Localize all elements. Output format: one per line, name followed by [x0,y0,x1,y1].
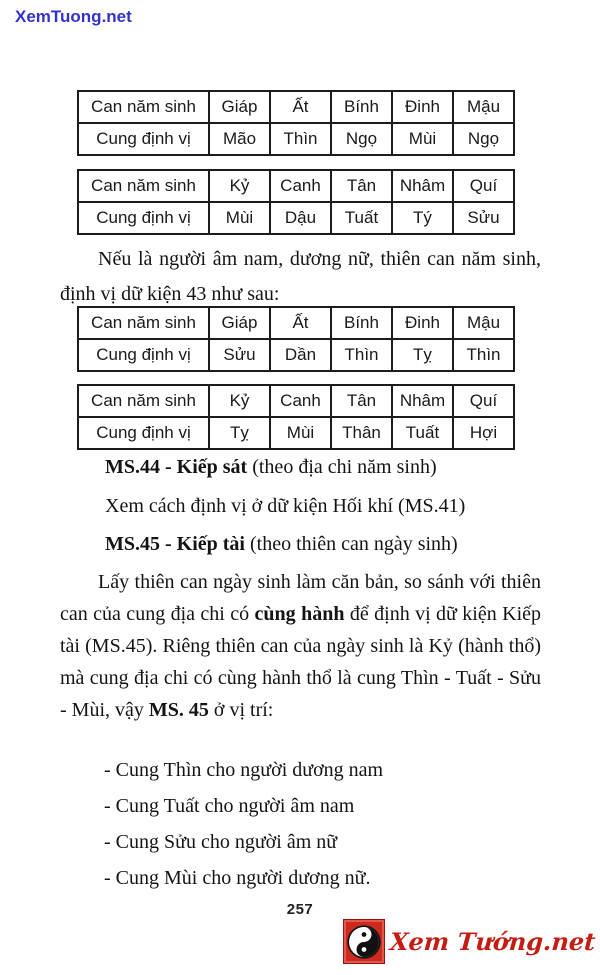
yin-yang-icon [343,919,385,964]
list-item: - Cung Thìn cho người dương nam [104,759,384,781]
table-cell: Tỵ [392,339,453,371]
table-cell: Đinh [392,91,453,123]
table-cell: Tuất [331,202,392,234]
table-cell: Kỷ [209,170,270,202]
table-row-label: Can năm sinh [78,385,209,417]
table-cell: Nhâm [392,170,453,202]
table-cell: Thìn [453,339,514,371]
table-row-label: Cung định vị [78,202,209,234]
table-row-label: Can năm sinh [78,170,209,202]
table-cell: Canh [270,385,331,417]
table-cell: Quí [453,170,514,202]
ms44-note: Xem cách định vị ở dữ kiện Hối khí (MS.41) [105,495,466,517]
table-cell: Sửu [453,202,514,234]
heading-ms44-title: MS.44 - Kiếp sát [105,456,248,478]
table-row [78,123,514,155]
table-cell: Bính [331,91,392,123]
heading-ms45-subtitle: (theo thiên can ngày sinh) [245,533,458,555]
body-paragraph [60,566,541,726]
table-row-label: Cung định vị [78,123,209,155]
table-cell: Quí [453,385,514,417]
list-item: - Cung Mùi cho người dương nữ. [104,867,371,889]
table-cell: Tân [331,385,392,417]
body-bold-cung-hanh: cùng hành [254,603,345,625]
table-row [78,91,514,123]
table-cell: Thìn [270,123,331,155]
table-cell: Tỵ [209,417,270,449]
table-row [78,385,514,417]
heading-ms45 [105,533,458,556]
table-cell: Dần [270,339,331,371]
table-cell: Nhâm [392,385,453,417]
body-text-3: ở vị trí: [208,699,274,721]
table-row [78,339,514,371]
table-row-label: Can năm sinh [78,307,209,339]
table-cell: Giáp [209,307,270,339]
table-can-nam-sinh-2 [77,169,515,235]
body-bold-ms45: MS. 45 [148,699,209,721]
footer-brand-text: Xem Tướng.net [388,927,597,956]
table-cell: Thìn [331,339,392,371]
table-cell: Ngọ [331,123,392,155]
table-row-label: Cung định vị [78,417,209,449]
body-text-2: để định vị dữ kiện Kiếp tài (MS.45). Riêng thiên can của ngày sinh là Kỷ (hành thổ) mà cung địa chi có cùng hành thổ là cung Thìn - Tuất - Sửu - Mùi, vậy [60,603,542,721]
table-cell: Ất [270,91,331,123]
table-cell: Mùi [270,417,331,449]
table-cell: Giáp [209,91,270,123]
table-cell: Hợi [453,417,514,449]
list-item: - Cung Tuất cho người âm nam [104,795,355,817]
table-row [78,170,514,202]
table-cell: Kỷ [209,385,270,417]
table-cell: Đinh [392,307,453,339]
table-row-label: Can năm sinh [78,91,209,123]
table-row [78,307,514,339]
table-cell: Tuất [392,417,453,449]
table-cell: Mùi [209,202,270,234]
table-can-nam-sinh-1 [77,90,515,156]
table-cell: Mậu [453,307,514,339]
page-number: 257 [286,901,314,918]
table-cell: Tý [392,202,453,234]
table-cell: Thân [331,417,392,449]
table-cell: Tân [331,170,392,202]
table-row-label: Cung định vị [78,339,209,371]
intro-paragraph: Nếu là người âm nam, dương nữ, thiên can năm sinh, định vị dữ kiện 43 như sau: [60,248,541,305]
cung-list [104,752,383,896]
site-logo-link[interactable]: XemTuong.net [15,7,132,26]
list-item: - Cung Sửu cho người âm nữ [104,831,338,853]
table-row [78,202,514,234]
table-cell: Ất [270,307,331,339]
table-can-nam-sinh-3 [77,306,515,372]
body-text-1: Lấy thiên can ngày sinh làm căn bản, so sánh với thiên can của cung địa chi có [60,571,541,625]
heading-ms44 [105,456,437,479]
table-cell: Mão [209,123,270,155]
table-cell: Dậu [270,202,331,234]
table-cell: Mậu [453,91,514,123]
table-cell: Mùi [392,123,453,155]
heading-ms45-title: MS.45 - Kiếp tài [105,533,245,555]
table-row [78,417,514,449]
table-can-nam-sinh-4 [77,384,515,450]
table-cell: Canh [270,170,331,202]
heading-ms44-subtitle: (theo địa chi năm sinh) [247,456,437,478]
table-cell: Bính [331,307,392,339]
table-cell: Sửu [209,339,270,371]
footer-brand-link[interactable] [343,919,595,964]
table-cell: Ngọ [453,123,514,155]
